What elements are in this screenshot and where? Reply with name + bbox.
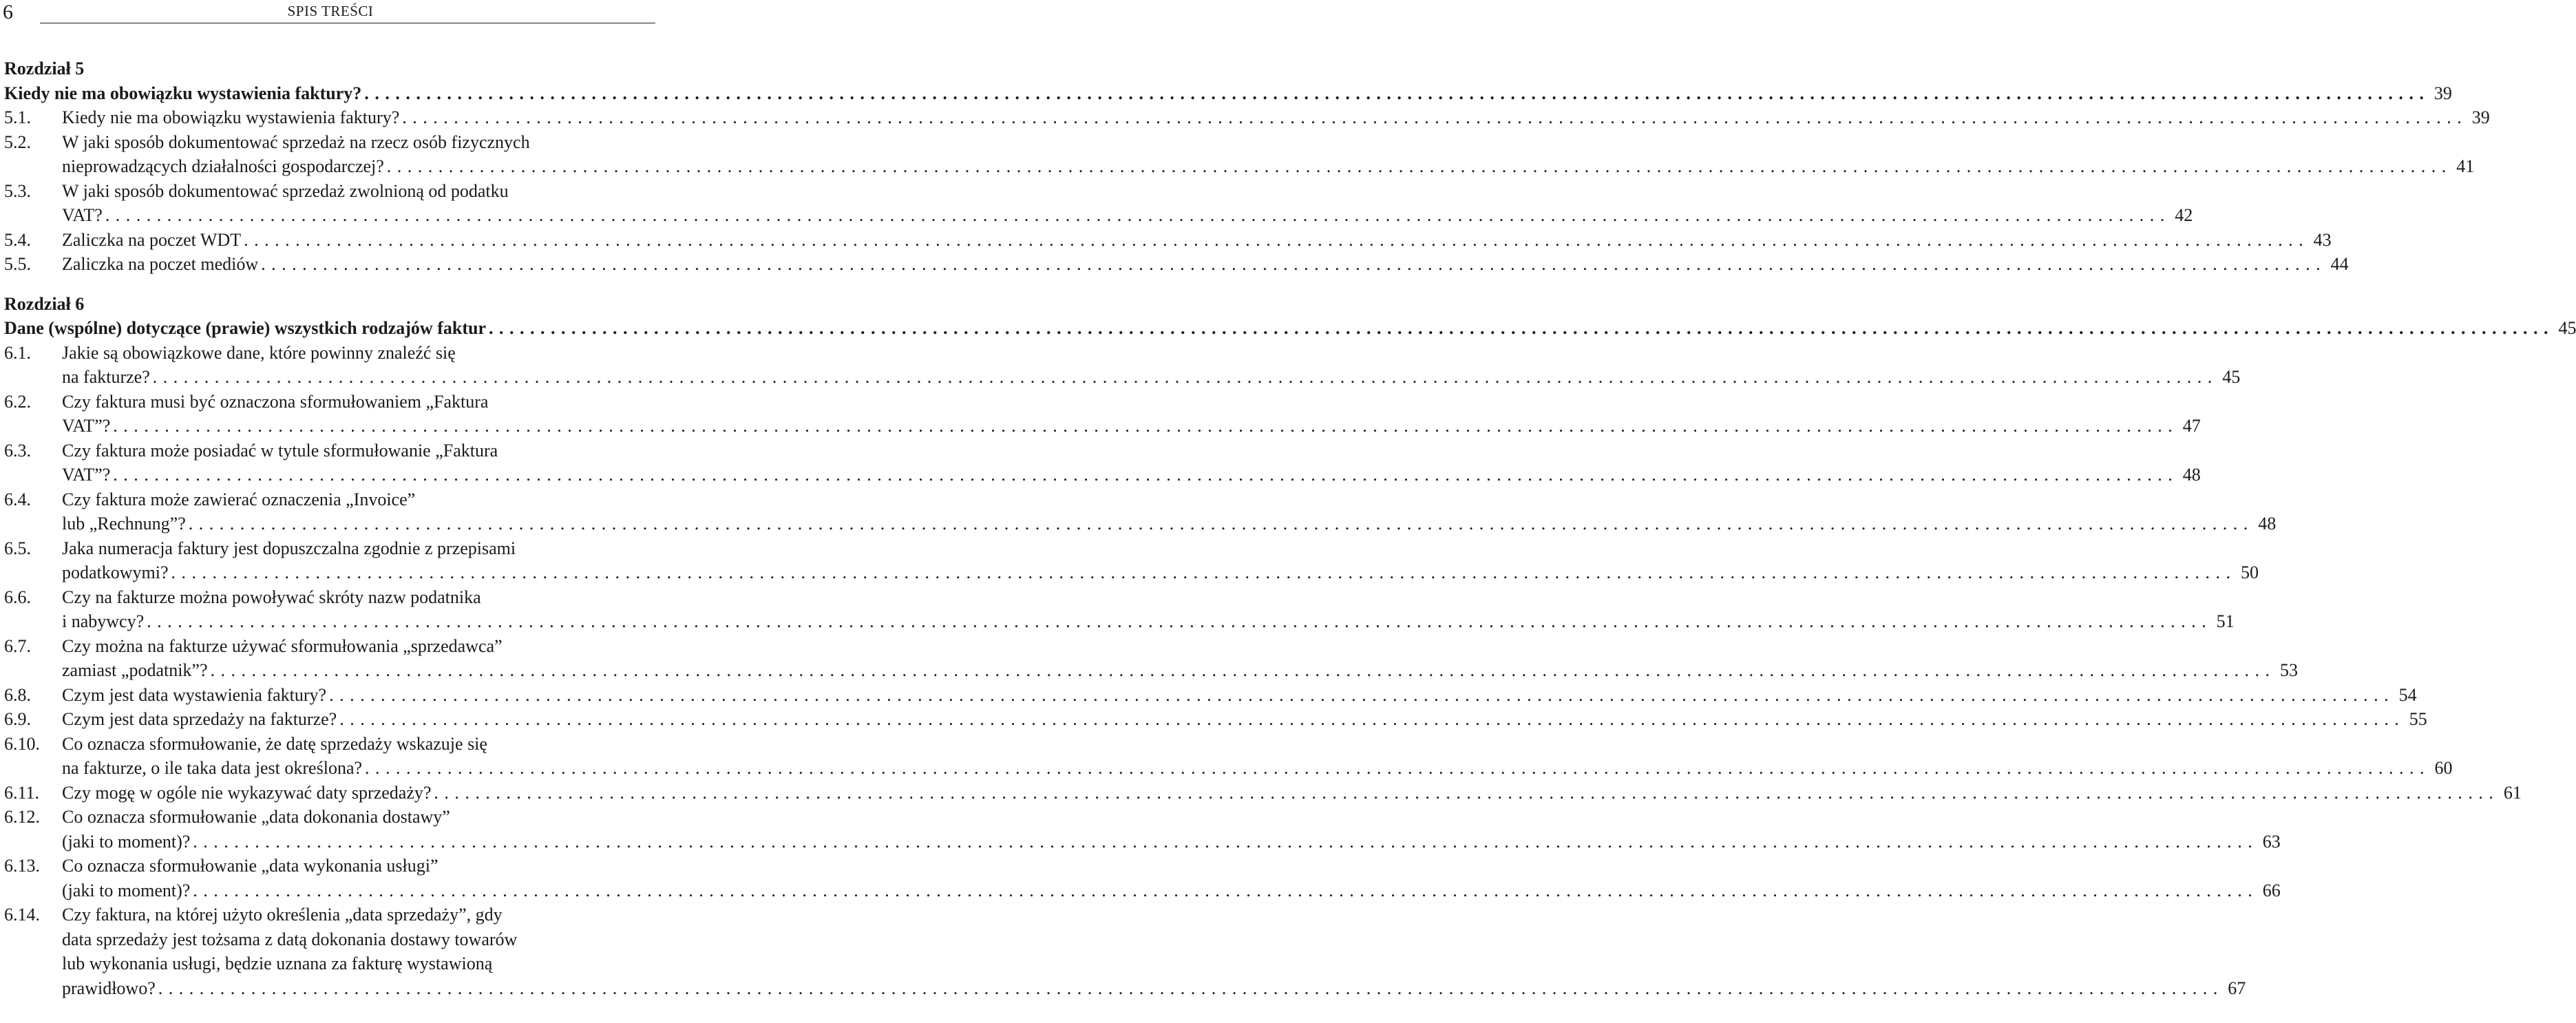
dot-leader: . . . . . . . . . . . . . . . . . . . . . . . . . . . . . . . . . . . . . . . . . . . . . . . . . . . . . . . . . . . . . . . . . . . . . . . . . . . . . . . . . . . . . . . . . . . . . . . . . . . . . . . . . . . . . . . . . . . . . . . . . . . . . . . . . . . . . . . . . . . . . . . . . . . . . . . . . . . . . . . . . . . . . . . . . . . . . . . . . . . . . . . . . . . . . . . . . . . . . . . . <box>210 660 2271 680</box>
entry-text: Zaliczka na poczet mediów <box>62 254 259 274</box>
dot-leader: . . . . . . . . . . . . . . . . . . . . . . . . . . . . . . . . . . . . . . . . . . . . . . . . . . . . . . . . . . . . . . . . . . . . . . . . . . . . . . . . . . . . . . . . . . . . . . . . . . . . . . . . . . . . . . . . . . . . . . . . . . . . . . . . . . . . . . . . . . . . . . . . . . . . . . . . . . . . . . . . . . . . . . . . . . . . . . . . . . . . . . . . . . . . . . . . . . . . . . . . <box>193 831 2253 852</box>
toc-entry-line <box>4 805 655 830</box>
chapter-label-row <box>4 56 655 81</box>
dot-leader: . . . . . . . . . . . . . . . . . . . . . . . . . . . . . . . . . . . . . . . . . . . . . . . . . . . . . . . . . . . . . . . . . . . . . . . . . . . . . . . . . . . . . . . . . . . . . . . . . . . . . . . . . . . . . . . . . . . . . . . . . . . . . . . . . . . . . . . . . . . . . . . . . . . . . . . . . . . . . . . . . . . . . . . . . . . . . . . . . . . . . . . . . . . . . . . . . . . . . . . . <box>386 156 2447 176</box>
entry-number: 6.1. <box>4 342 31 363</box>
toc-entry-line <box>4 252 2349 277</box>
chapter-title-row <box>4 81 2452 106</box>
entry-number: 6.5. <box>4 538 31 558</box>
entry-text: lub wykonania usługi, będzie uznana za fakturę wystawioną <box>62 953 493 973</box>
entry-text: Czy faktura może posiadać w tytule sformułowanie „Faktura <box>62 440 498 461</box>
page-ref: 43 <box>2313 229 2332 250</box>
toc-entry-line <box>4 683 2417 708</box>
dot-leader: . . . . . . . . . . . . . . . . . . . . . . . . . . . . . . . . . . . . . . . . . . . . . . . . . . . . . . . . . . . . . . . . . . . . . . . . . . . . . . . . . . . . . . . . . . . . . . . . . . . . . . . . . . . . . . . . . . . . . . . . . . . . . . . . . . . . . . . . . . . . . . . . . . . . . . . . . . . . . . . . . . . . . . . . . . . . . . . . . . . . . . . . . . . . . . . . . . . . . . . . <box>171 562 2232 582</box>
toc-entry-line <box>4 560 2259 585</box>
toc-entry-line <box>4 390 655 414</box>
entry-number: 5.4. <box>4 229 31 250</box>
entry-text: Czy faktura, na której użyto określenia „data sprzedaży”, gdy <box>62 905 503 925</box>
toc-entry-line <box>4 463 2201 487</box>
dot-leader: . . . . . . . . . . . . . . . . . . . . . . . . . . . . . . . . . . . . . . . . . . . . . . . . . . . . . . . . . . . . . . . . . . . . . . . . . . . . . . . . . . . . . . . . . . . . . . . . . . . . . . . . . . . . . . . . . . . . . . . . . . . . . . . . . . . . . . . . . . . . . . . . . . . . . . . . . . . . . . . . . . . . . . . . . . . . . . . . . . . . . . . . . . . . . . . . . . . . . . . . <box>261 254 2321 274</box>
toc-entry-line <box>4 365 2241 390</box>
entry-number: 6.12. <box>4 807 40 827</box>
entry-number: 6.9. <box>4 709 31 729</box>
dot-leader: . . . . . . . . . . . . . . . . . . . . . . . . . . . . . . . . . . . . . . . . . . . . . . . . . . . . . . . . . . . . . . . . . . . . . . . . . . . . . . . . . . . . . . . . . . . . . . . . . . . . . . . . . . . . . . . . . . . . . . . . . . . . . . . . . . . . . . . . . . . . . . . . . . . . . . . . . . . . . . . . . . . . . . . . . . . . . . . . . . . . . . . . . . . . . . . . . . . . . . . . <box>193 880 2253 900</box>
toc-entry-line <box>4 756 2453 781</box>
running-head: SPIS TREŚCI <box>287 3 374 19</box>
entry-number: 6.4. <box>4 489 31 509</box>
toc-entry-line <box>4 732 655 757</box>
chapter-label: Rozdział 5 <box>4 59 85 78</box>
dot-leader: . . . . . . . . . . . . . . . . . . . . . . . . . . . . . . . . . . . . . . . . . . . . . . . . . . . . . . . . . . . . . . . . . . . . . . . . . . . . . . . . . . . . . . . . . . . . . . . . . . . . . . . . . . . . . . . . . . . . . . . . . . . . . . . . . . . . . . . . . . . . . . . . . . . . . . . . . . . . . . . . . . . . . . . . . . . . . . . . . . . . . . . . . . . . . . . . . . . . . . . . <box>113 416 2173 436</box>
toc-entry-line <box>4 154 2475 179</box>
toc-entry-line <box>4 903 655 927</box>
toc-entry-line <box>4 439 655 463</box>
entry-number: 5.5. <box>4 254 31 274</box>
toc-entry-line <box>4 536 655 561</box>
chapter-title: Kiedy nie ma obowiązku wystawienia faktury? <box>4 83 362 103</box>
dot-leader: . . . . . . . . . . . . . . . . . . . . . . . . . . . . . . . . . . . . . . . . . . . . . . . . . . . . . . . . . . . . . . . . . . . . . . . . . . . . . . . . . . . . . . . . . . . . . . . . . . . . . . . . . . . . . . . . . . . . . . . . . . . . . . . . . . . . . . . . . . . . . . . . . . . . . . . . . . . . . . . . . . . . . . . . . . . . . . . . . . . . . . . . . . . . . . . . . . . . . . . . <box>488 318 2549 338</box>
entry-text: Czy faktura może zawierać oznaczenia „Invoice” <box>62 489 416 509</box>
dot-leader: . . . . . . . . . . . . . . . . . . . . . . . . . . . . . . . . . . . . . . . . . . . . . . . . . . . . . . . . . . . . . . . . . . . . . . . . . . . . . . . . . . . . . . . . . . . . . . . . . . . . . . . . . . . . . . . . . . . . . . . . . . . . . . . . . . . . . . . . . . . . . . . . . . . . . . . . . . . . . . . . . . . . . . . . . . . . . . . . . . . . . . . . . . . . . . . . . . . . . . . . <box>244 229 2304 250</box>
entry-number: 6.11. <box>4 782 40 803</box>
page-ref: 39 <box>2434 83 2452 103</box>
dot-leader: . . . . . . . . . . . . . . . . . . . . . . . . . . . . . . . . . . . . . . . . . . . . . . . . . . . . . . . . . . . . . . . . . . . . . . . . . . . . . . . . . . . . . . . . . . . . . . . . . . . . . . . . . . . . . . . . . . . . . . . . . . . . . . . . . . . . . . . . . . . . . . . . . . . . . . . . . . . . . . . . . . . . . . . . . . . . . . . . . . . . . . . . . . . . . . . . . . . . . . . . <box>329 684 2389 705</box>
entry-number: 6.8. <box>4 684 31 705</box>
page-ref: 42 <box>2175 205 2193 225</box>
entry-text: podatkowymi? <box>62 562 169 582</box>
page-ref: 47 <box>2182 416 2201 436</box>
toc-entry-line <box>4 105 2490 130</box>
chapter-label-row <box>4 292 655 317</box>
entry-text: W jaki sposób dokumentować sprzedaż zwolnioną od podatku <box>62 180 509 201</box>
dot-leader: . . . . . . . . . . . . . . . . . . . . . . . . . . . . . . . . . . . . . . . . . . . . . . . . . . . . . . . . . . . . . . . . . . . . . . . . . . . . . . . . . . . . . . . . . . . . . . . . . . . . . . . . . . . . . . . . . . . . . . . . . . . . . . . . . . . . . . . . . . . . . . . . . . . . . . . . . . . . . . . . . . . . . . . . . . . . . . . . . . . . . . . . . . . . . . . . . . . . . . . . <box>113 465 2173 485</box>
dot-leader: . . . . . . . . . . . . . . . . . . . . . . . . . . . . . . . . . . . . . . . . . . . . . . . . . . . . . . . . . . . . . . . . . . . . . . . . . . . . . . . . . . . . . . . . . . . . . . . . . . . . . . . . . . . . . . . . . . . . . . . . . . . . . . . . . . . . . . . . . . . . . . . . . . . . . . . . . . . . . . . . . . . . . . . . . . . . . . . . . . . . . . . . . . . . . . . . . . . . . . . . <box>364 83 2425 103</box>
toc-entry-line <box>4 951 655 976</box>
entry-text: VAT”? <box>62 416 111 436</box>
page-ref: 50 <box>2241 562 2259 582</box>
page-number: 6 <box>3 1 13 23</box>
entry-text: prawidłowo? <box>62 978 156 998</box>
dot-leader: . . . . . . . . . . . . . . . . . . . . . . . . . . . . . . . . . . . . . . . . . . . . . . . . . . . . . . . . . . . . . . . . . . . . . . . . . . . . . . . . . . . . . . . . . . . . . . . . . . . . . . . . . . . . . . . . . . . . . . . . . . . . . . . . . . . . . . . . . . . . . . . . . . . . . . . . . . . . . . . . . . . . . . . . . . . . . . . . . . . . . . . . . . . . . . . . . . . . . . . . <box>158 978 2219 998</box>
entry-text: nieprowadzących działalności gospodarczej? <box>62 156 384 176</box>
chapter-label: Rozdział 6 <box>4 293 85 314</box>
entry-text: Jaka numeracja faktury jest dopuszczalna zgodnie z przepisami <box>62 538 516 558</box>
dot-leader: . . . . . . . . . . . . . . . . . . . . . . . . . . . . . . . . . . . . . . . . . . . . . . . . . . . . . . . . . . . . . . . . . . . . . . . . . . . . . . . . . . . . . . . . . . . . . . . . . . . . . . . . . . . . . . . . . . . . . . . . . . . . . . . . . . . . . . . . . . . . . . . . . . . . . . . . . . . . . . . . . . . . . . . . . . . . . . . . . . . . . . . . . . . . . . . . . . . . . . . . <box>147 611 2207 631</box>
toc-entry-line <box>4 634 655 659</box>
entry-text: W jaki sposób dokumentować sprzedaż na rzecz osób fizycznych <box>62 131 530 152</box>
toc-entry-line <box>4 414 2201 439</box>
toc-entry-line <box>4 341 655 366</box>
page-ref: 48 <box>2258 514 2277 534</box>
toc-entry-line <box>4 658 2299 683</box>
chapter-title: Dane (wspólne) dotyczące (prawie) wszystkich rodzajów faktur <box>4 318 486 338</box>
toc-entry-line <box>4 512 2277 536</box>
toc-entry-line <box>4 830 2281 854</box>
entry-number: 6.7. <box>4 635 31 656</box>
entry-text: VAT? <box>62 205 103 225</box>
entry-text: Czym jest data sprzedaży na fakturze? <box>62 709 337 729</box>
toc-entry-line <box>4 179 655 204</box>
entry-text: Co oznacza sformułowanie, że datę sprzedaży wskazuje się <box>62 733 487 754</box>
toc-entry-line <box>4 228 2332 253</box>
entry-text: Czy na fakturze można powoływać skróty nazw podatnika <box>62 587 481 607</box>
dot-leader: . . . . . . . . . . . . . . . . . . . . . . . . . . . . . . . . . . . . . . . . . . . . . . . . . . . . . . . . . . . . . . . . . . . . . . . . . . . . . . . . . . . . . . . . . . . . . . . . . . . . . . . . . . . . . . . . . . . . . . . . . . . . . . . . . . . . . . . . . . . . . . . . . . . . . . . . . . . . . . . . . . . . . . . . . . . . . . . . . . . . . . . . . . . . . . . . . . . . . . . . <box>105 205 2166 225</box>
dot-leader: . . . . . . . . . . . . . . . . . . . . . . . . . . . . . . . . . . . . . . . . . . . . . . . . . . . . . . . . . . . . . . . . . . . . . . . . . . . . . . . . . . . . . . . . . . . . . . . . . . . . . . . . . . . . . . . . . . . . . . . . . . . . . . . . . . . . . . . . . . . . . . . . . . . . . . . . . . . . . . . . . . . . . . . . . . . . . . . . . . . . . . . . . . . . . . . . . . . . . . . . <box>402 107 2462 127</box>
entry-text: (jaki to moment)? <box>62 831 191 852</box>
entry-text: Co oznacza sformułowanie „data dokonania dostawy” <box>62 807 450 827</box>
page-ref: 61 <box>2503 782 2522 803</box>
toc-entry-line <box>4 878 2281 903</box>
toc-entry-line <box>4 927 655 952</box>
chapter-title-row <box>4 316 2576 341</box>
toc-entry-line <box>4 854 655 878</box>
entry-number: 6.3. <box>4 440 31 461</box>
page-ref: 55 <box>2409 709 2427 729</box>
page-ref: 67 <box>2228 978 2246 998</box>
entry-number: 6.10. <box>4 733 40 754</box>
entry-text: (jaki to moment)? <box>62 880 191 900</box>
page-ref: 54 <box>2398 684 2417 705</box>
entry-text: Kiedy nie ma obowiązku wystawienia faktury? <box>62 107 400 127</box>
entry-text: i nabywcy? <box>62 611 145 631</box>
entry-number: 6.13. <box>4 856 40 876</box>
entry-text: na fakturze? <box>62 367 150 387</box>
entry-number: 5.2. <box>4 131 31 152</box>
toc-entry-line <box>4 487 655 512</box>
toc-entry-line <box>4 130 655 155</box>
dot-leader: . . . . . . . . . . . . . . . . . . . . . . . . . . . . . . . . . . . . . . . . . . . . . . . . . . . . . . . . . . . . . . . . . . . . . . . . . . . . . . . . . . . . . . . . . . . . . . . . . . . . . . . . . . . . . . . . . . . . . . . . . . . . . . . . . . . . . . . . . . . . . . . . . . . . . . . . . . . . . . . . . . . . . . . . . . . . . . . . . . . . . . . . . . . . . . . . . . . . . . . . <box>152 367 2213 387</box>
entry-text: zamiast „podatnik”? <box>62 660 208 680</box>
page-ref: 45 <box>2222 367 2241 387</box>
dot-leader: . . . . . . . . . . . . . . . . . . . . . . . . . . . . . . . . . . . . . . . . . . . . . . . . . . . . . . . . . . . . . . . . . . . . . . . . . . . . . . . . . . . . . . . . . . . . . . . . . . . . . . . . . . . . . . . . . . . . . . . . . . . . . . . . . . . . . . . . . . . . . . . . . . . . . . . . . . . . . . . . . . . . . . . . . . . . . . . . . . . . . . . . . . . . . . . . . . . . . . . . <box>188 514 2249 534</box>
entry-text: lub „Rechnung”? <box>62 514 186 534</box>
entry-number: 5.1. <box>4 107 31 127</box>
dot-leader: . . . . . . . . . . . . . . . . . . . . . . . . . . . . . . . . . . . . . . . . . . . . . . . . . . . . . . . . . . . . . . . . . . . . . . . . . . . . . . . . . . . . . . . . . . . . . . . . . . . . . . . . . . . . . . . . . . . . . . . . . . . . . . . . . . . . . . . . . . . . . . . . . . . . . . . . . . . . . . . . . . . . . . . . . . . . . . . . . . . . . . . . . . . . . . . . . . . . . . . . <box>434 782 2494 803</box>
entry-number: 6.14. <box>4 905 40 925</box>
entry-number: 5.3. <box>4 180 31 201</box>
entry-text: Co oznacza sformułowanie „data wykonania usługi” <box>62 856 439 876</box>
page-ref: 45 <box>2558 318 2576 338</box>
toc-entry-line <box>4 707 2427 732</box>
page-ref: 63 <box>2262 831 2281 852</box>
entry-text: Czy faktura musi być oznaczona sformułowaniem „Faktura <box>62 391 489 412</box>
entry-text: Czy mogę w ogóle nie wykazywać daty sprzedaży? <box>62 782 432 803</box>
entry-text: data sprzedaży jest tożsama z datą dokonania dostawy towarów <box>62 929 518 949</box>
page-ref: 41 <box>2456 156 2475 176</box>
page-ref: 53 <box>2280 660 2299 680</box>
page-ref: 51 <box>2216 611 2235 631</box>
entry-text: VAT”? <box>62 465 111 485</box>
entry-text: Czy można na fakturze używać sformułowania „sprzedawca” <box>62 635 503 656</box>
entry-number: 6.2. <box>4 391 31 412</box>
toc-entry-line <box>4 203 2193 228</box>
entry-text: Zaliczka na poczet WDT <box>62 229 242 250</box>
dot-leader: . . . . . . . . . . . . . . . . . . . . . . . . . . . . . . . . . . . . . . . . . . . . . . . . . . . . . . . . . . . . . . . . . . . . . . . . . . . . . . . . . . . . . . . . . . . . . . . . . . . . . . . . . . . . . . . . . . . . . . . . . . . . . . . . . . . . . . . . . . . . . . . . . . . . . . . . . . . . . . . . . . . . . . . . . . . . . . . . . . . . . . . . . . . . . . . . . . . . . . . . <box>339 709 2400 729</box>
entry-text: Jakie są obowiązkowe dane, które powinny znaleźć się <box>62 342 456 363</box>
page-ref: 66 <box>2262 880 2281 900</box>
entry-text: Czym jest data wystawienia faktury? <box>62 684 327 705</box>
page-ref: 60 <box>2434 758 2453 778</box>
toc-entry-line <box>4 609 2235 634</box>
page-ref: 39 <box>2471 107 2490 127</box>
page-ref: 44 <box>2330 254 2349 274</box>
toc-entry-line <box>4 976 2246 1001</box>
dot-leader: . . . . . . . . . . . . . . . . . . . . . . . . . . . . . . . . . . . . . . . . . . . . . . . . . . . . . . . . . . . . . . . . . . . . . . . . . . . . . . . . . . . . . . . . . . . . . . . . . . . . . . . . . . . . . . . . . . . . . . . . . . . . . . . . . . . . . . . . . . . . . . . . . . . . . . . . . . . . . . . . . . . . . . . . . . . . . . . . . . . . . . . . . . . . . . . . . . . . . . . . <box>365 758 2425 778</box>
entry-number: 6.6. <box>4 587 31 607</box>
toc-entry-line <box>4 585 655 610</box>
page-header <box>0 0 661 25</box>
page-ref: 48 <box>2182 465 2201 485</box>
entry-text: na fakturze, o ile taka data jest określona? <box>62 758 363 778</box>
toc-entry-line <box>4 781 2522 805</box>
